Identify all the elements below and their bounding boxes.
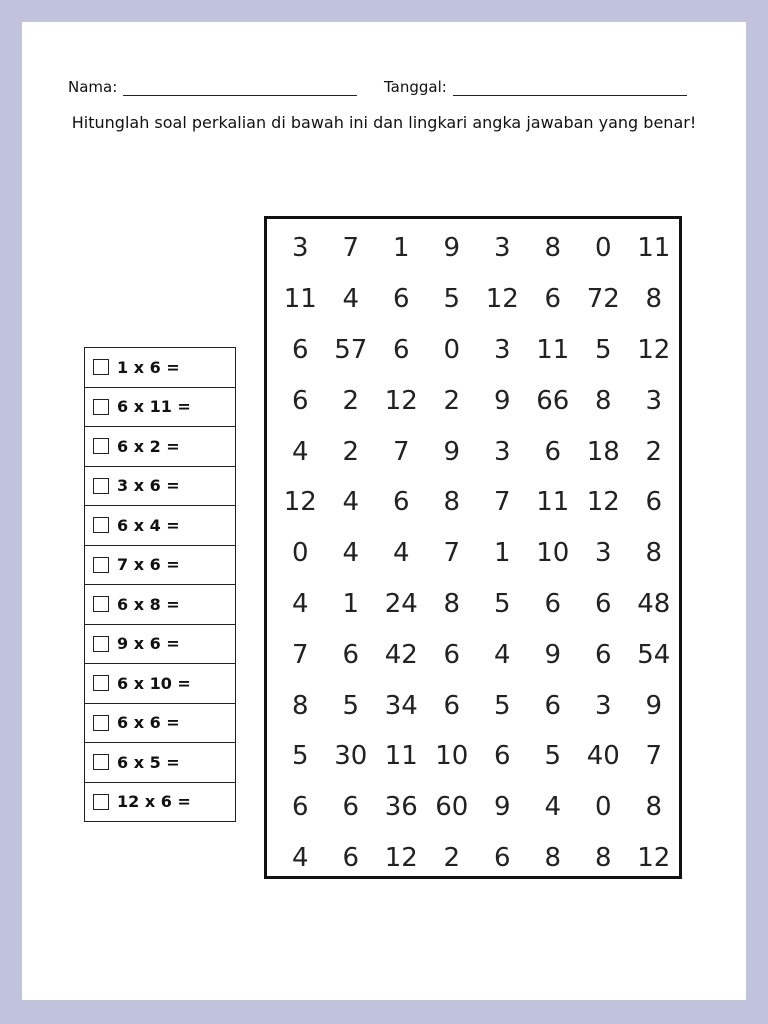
grid-row bbox=[275, 528, 679, 579]
grid-number[interactable]: 4 bbox=[493, 639, 511, 670]
equation-item bbox=[85, 348, 235, 388]
grid-row bbox=[275, 579, 679, 630]
grid-number[interactable]: 5 bbox=[443, 284, 461, 315]
grid-number[interactable]: 12 bbox=[384, 385, 418, 416]
answer-checkbox[interactable] bbox=[93, 754, 109, 770]
equation-item bbox=[85, 783, 235, 823]
grid-number[interactable]: 6 bbox=[544, 588, 562, 619]
grid-number[interactable]: 4 bbox=[291, 842, 309, 873]
grid-number[interactable]: 8 bbox=[443, 487, 461, 518]
grid-number[interactable]: 6 bbox=[594, 639, 612, 670]
answer-checkbox[interactable] bbox=[93, 715, 109, 731]
grid-number[interactable]: 3 bbox=[493, 436, 511, 467]
equation-item bbox=[85, 388, 235, 428]
grid-number[interactable]: 8 bbox=[544, 233, 562, 264]
equation-text: 6 x 5 = bbox=[117, 752, 180, 772]
grid-row bbox=[275, 782, 679, 833]
grid-number[interactable]: 36 bbox=[384, 792, 418, 823]
grid-row bbox=[275, 274, 679, 325]
equation-text: 9 x 6 = bbox=[117, 634, 180, 654]
grid-number[interactable]: 3 bbox=[493, 233, 511, 264]
grid-number[interactable]: 8 bbox=[443, 588, 461, 619]
grid-row bbox=[275, 325, 679, 376]
equation-item bbox=[85, 546, 235, 586]
equation-item bbox=[85, 704, 235, 744]
grid-row bbox=[275, 680, 679, 731]
grid-number[interactable]: 12 bbox=[637, 842, 671, 873]
grid-number[interactable]: 3 bbox=[594, 538, 612, 569]
grid-number[interactable]: 66 bbox=[536, 385, 570, 416]
name-line[interactable] bbox=[123, 81, 357, 96]
grid-number[interactable]: 2 bbox=[342, 385, 360, 416]
equation-item bbox=[85, 467, 235, 507]
equation-text: 6 x 6 = bbox=[117, 713, 180, 733]
grid-number[interactable]: 6 bbox=[342, 639, 360, 670]
equation-text: 1 x 6 = bbox=[117, 357, 180, 377]
grid-number[interactable]: 5 bbox=[342, 690, 360, 721]
grid-number[interactable]: 2 bbox=[443, 385, 461, 416]
grid-number[interactable]: 3 bbox=[594, 690, 612, 721]
grid-number[interactable]: 34 bbox=[384, 690, 418, 721]
number-grid-table bbox=[275, 223, 679, 883]
grid-number[interactable]: 1 bbox=[493, 538, 511, 569]
grid-number[interactable]: 6 bbox=[544, 436, 562, 467]
grid-number[interactable]: 0 bbox=[594, 792, 612, 823]
grid-number[interactable]: 3 bbox=[291, 233, 309, 264]
grid-number[interactable]: 2 bbox=[443, 842, 461, 873]
grid-number[interactable]: 6 bbox=[291, 792, 309, 823]
answer-checkbox[interactable] bbox=[93, 636, 109, 652]
grid-number[interactable]: 6 bbox=[544, 690, 562, 721]
name-label: Nama: bbox=[68, 78, 118, 96]
equation-text: 6 x 10 = bbox=[117, 673, 191, 693]
grid-row bbox=[275, 426, 679, 477]
grid-row bbox=[275, 477, 679, 528]
grid-number[interactable]: 11 bbox=[637, 233, 671, 264]
grid-number[interactable]: 6 bbox=[392, 284, 410, 315]
grid-number[interactable]: 6 bbox=[544, 284, 562, 315]
grid-number[interactable]: 11 bbox=[536, 334, 570, 365]
grid-number[interactable]: 10 bbox=[435, 741, 469, 772]
grid-row bbox=[275, 223, 679, 274]
date-field[interactable] bbox=[384, 78, 687, 96]
grid-number[interactable]: 10 bbox=[536, 538, 570, 569]
equation-text: 6 x 4 = bbox=[117, 515, 180, 535]
equation-list bbox=[84, 347, 236, 822]
answer-checkbox[interactable] bbox=[93, 596, 109, 612]
grid-number[interactable]: 8 bbox=[645, 792, 663, 823]
equation-text: 6 x 11 = bbox=[117, 397, 191, 417]
name-field[interactable] bbox=[68, 78, 357, 96]
grid-number[interactable]: 54 bbox=[637, 639, 671, 670]
grid-number[interactable]: 6 bbox=[443, 690, 461, 721]
grid-number[interactable]: 2 bbox=[342, 436, 360, 467]
answer-checkbox[interactable] bbox=[93, 517, 109, 533]
answer-checkbox[interactable] bbox=[93, 478, 109, 494]
grid-number[interactable]: 6 bbox=[291, 334, 309, 365]
grid-number[interactable]: 5 bbox=[544, 741, 562, 772]
grid-number[interactable]: 12 bbox=[586, 487, 620, 518]
grid-number[interactable]: 30 bbox=[334, 741, 368, 772]
grid-number[interactable]: 6 bbox=[392, 334, 410, 365]
grid-number[interactable]: 3 bbox=[493, 334, 511, 365]
grid-number[interactable]: 3 bbox=[645, 385, 663, 416]
grid-number[interactable]: 9 bbox=[443, 436, 461, 467]
grid-number[interactable]: 8 bbox=[544, 842, 562, 873]
grid-number[interactable]: 11 bbox=[283, 284, 317, 315]
equation-item bbox=[85, 427, 235, 467]
grid-number[interactable]: 5 bbox=[493, 690, 511, 721]
grid-number[interactable]: 4 bbox=[291, 436, 309, 467]
grid-number[interactable]: 11 bbox=[384, 741, 418, 772]
grid-number[interactable]: 0 bbox=[291, 538, 309, 569]
grid-number[interactable]: 12 bbox=[384, 842, 418, 873]
grid-number[interactable]: 12 bbox=[485, 284, 519, 315]
equation-text: 6 x 8 = bbox=[117, 594, 180, 614]
equation-text: 3 x 6 = bbox=[117, 476, 180, 496]
grid-number[interactable]: 18 bbox=[586, 436, 620, 467]
grid-number[interactable]: 1 bbox=[342, 588, 360, 619]
grid-number[interactable]: 7 bbox=[291, 639, 309, 670]
grid-number[interactable]: 6 bbox=[493, 741, 511, 772]
grid-number[interactable]: 12 bbox=[637, 334, 671, 365]
grid-number[interactable]: 4 bbox=[342, 284, 360, 315]
instruction-text: Hitunglah soal perkalian di bawah ini dan lingkari angka jawaban yang benar! bbox=[71, 113, 697, 132]
grid-number[interactable]: 6 bbox=[342, 792, 360, 823]
worksheet-page bbox=[22, 22, 746, 1000]
grid-number[interactable]: 60 bbox=[435, 792, 469, 823]
number-grid bbox=[264, 216, 682, 879]
grid-number[interactable]: 6 bbox=[594, 588, 612, 619]
grid-row bbox=[275, 833, 679, 884]
equation-text: 6 x 2 = bbox=[117, 436, 180, 456]
answer-checkbox[interactable] bbox=[93, 399, 109, 415]
grid-number[interactable]: 0 bbox=[443, 334, 461, 365]
grid-number[interactable]: 7 bbox=[392, 436, 410, 467]
grid-number[interactable]: 1 bbox=[392, 233, 410, 264]
grid-row bbox=[275, 375, 679, 426]
grid-number[interactable]: 4 bbox=[342, 538, 360, 569]
grid-number[interactable]: 7 bbox=[342, 233, 360, 264]
equation-item bbox=[85, 743, 235, 783]
grid-number[interactable]: 6 bbox=[392, 487, 410, 518]
equation-item bbox=[85, 585, 235, 625]
grid-number[interactable]: 9 bbox=[493, 792, 511, 823]
grid-number[interactable]: 5 bbox=[594, 334, 612, 365]
grid-number[interactable]: 9 bbox=[645, 690, 663, 721]
grid-number[interactable]: 5 bbox=[291, 741, 309, 772]
grid-row bbox=[275, 731, 679, 782]
grid-number[interactable]: 0 bbox=[594, 233, 612, 264]
grid-number[interactable]: 4 bbox=[544, 792, 562, 823]
answer-checkbox[interactable] bbox=[93, 794, 109, 810]
grid-row bbox=[275, 629, 679, 680]
grid-number[interactable]: 12 bbox=[283, 487, 317, 518]
grid-number[interactable]: 7 bbox=[443, 538, 461, 569]
grid-number[interactable]: 6 bbox=[291, 385, 309, 416]
header-fields bbox=[68, 78, 700, 100]
grid-number[interactable]: 6 bbox=[443, 639, 461, 670]
grid-number[interactable]: 8 bbox=[645, 284, 663, 315]
answer-checkbox[interactable] bbox=[93, 675, 109, 691]
grid-number[interactable]: 6 bbox=[645, 487, 663, 518]
grid-number[interactable]: 48 bbox=[637, 588, 671, 619]
grid-number[interactable]: 6 bbox=[342, 842, 360, 873]
grid-number[interactable]: 7 bbox=[493, 487, 511, 518]
equation-item bbox=[85, 664, 235, 704]
grid-number[interactable]: 8 bbox=[594, 842, 612, 873]
grid-number[interactable]: 24 bbox=[384, 588, 418, 619]
grid-number[interactable]: 8 bbox=[291, 690, 309, 721]
equation-text: 12 x 6 = bbox=[117, 792, 191, 812]
grid-number[interactable]: 8 bbox=[645, 538, 663, 569]
answer-checkbox[interactable] bbox=[93, 359, 109, 375]
answer-checkbox[interactable] bbox=[93, 557, 109, 573]
grid-number[interactable]: 5 bbox=[493, 588, 511, 619]
grid-number[interactable]: 11 bbox=[536, 487, 570, 518]
grid-number[interactable]: 8 bbox=[594, 385, 612, 416]
equation-item bbox=[85, 625, 235, 665]
equation-text: 7 x 6 = bbox=[117, 555, 180, 575]
date-label: Tanggal: bbox=[384, 78, 447, 96]
grid-number[interactable]: 72 bbox=[586, 284, 620, 315]
grid-number[interactable]: 42 bbox=[384, 639, 418, 670]
grid-number[interactable]: 4 bbox=[291, 588, 309, 619]
grid-number[interactable]: 9 bbox=[493, 385, 511, 416]
grid-number[interactable]: 9 bbox=[443, 233, 461, 264]
grid-number[interactable]: 4 bbox=[392, 538, 410, 569]
grid-number[interactable]: 4 bbox=[342, 487, 360, 518]
grid-number[interactable]: 40 bbox=[586, 741, 620, 772]
grid-number[interactable]: 6 bbox=[493, 842, 511, 873]
date-line[interactable] bbox=[453, 81, 687, 96]
grid-number[interactable]: 2 bbox=[645, 436, 663, 467]
grid-number[interactable]: 7 bbox=[645, 741, 663, 772]
equation-item bbox=[85, 506, 235, 546]
grid-number[interactable]: 57 bbox=[334, 334, 368, 365]
answer-checkbox[interactable] bbox=[93, 438, 109, 454]
grid-number[interactable]: 9 bbox=[544, 639, 562, 670]
